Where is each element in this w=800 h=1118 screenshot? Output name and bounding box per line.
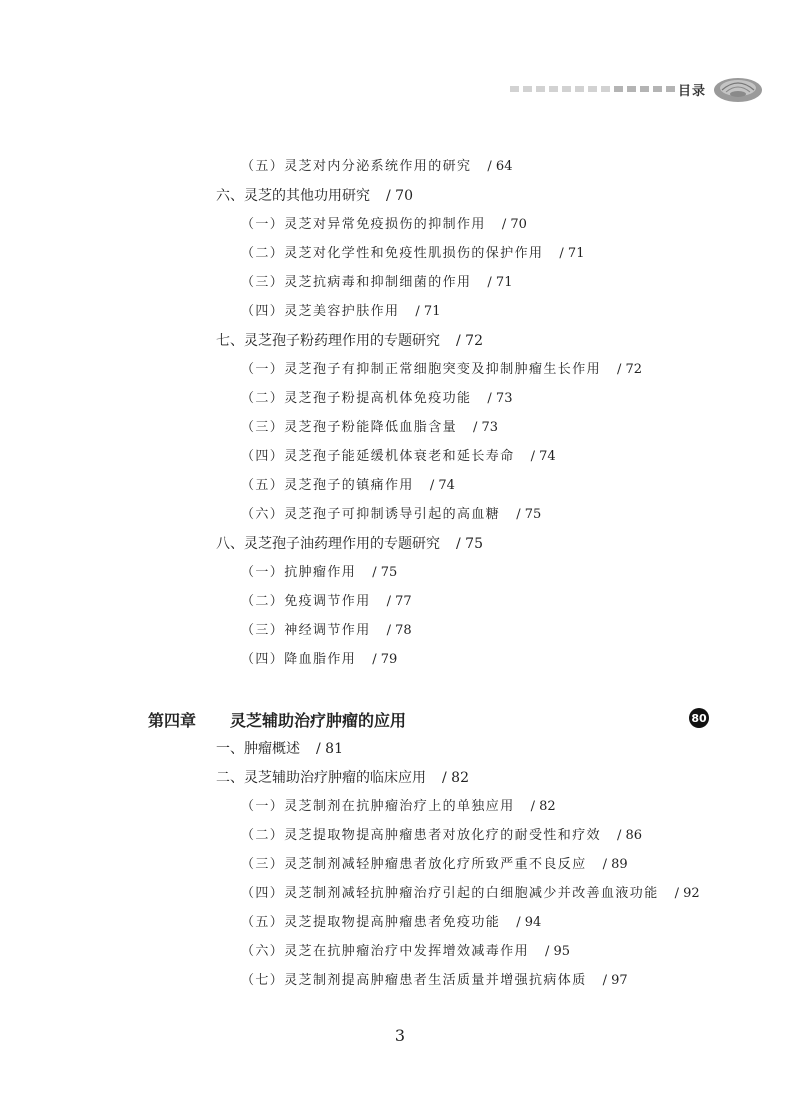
toc-entry-text: （四）灵芝孢子能延缓机体衰老和延长寿命 <box>241 449 515 464</box>
toc-entry-text: （一）灵芝对异常免疫损伤的抑制作用 <box>241 217 486 232</box>
divider <box>510 86 519 92</box>
toc-entry[interactable] <box>216 769 469 787</box>
divider <box>536 86 545 92</box>
toc-entry-page: / 73 <box>473 420 499 435</box>
toc-entry[interactable] <box>241 943 570 961</box>
divider <box>614 86 623 92</box>
toc-entry-page: / 72 <box>456 333 483 349</box>
toc-entry-page: / 78 <box>386 623 412 638</box>
toc-entry-text: （三）灵芝孢子粉能降低血脂含量 <box>241 420 458 435</box>
toc-entry-page: / 95 <box>545 944 571 959</box>
toc-entry[interactable] <box>216 740 343 758</box>
toc-entry-page: / 79 <box>372 652 398 667</box>
toc-entry-page: / 64 <box>487 159 513 174</box>
toc-entry-text: （五）灵芝孢子的镇痛作用 <box>241 478 414 493</box>
toc-entry[interactable] <box>241 158 512 176</box>
toc-entry-text: （四）降血脂作用 <box>241 652 357 667</box>
toc-entry[interactable] <box>241 216 527 234</box>
divider <box>666 86 675 92</box>
divider <box>562 86 571 92</box>
toc-entry-text: （三）灵芝制剂减轻肿瘤患者放化疗所致严重不良反应 <box>241 857 587 872</box>
toc-entry-page: / 89 <box>602 857 628 872</box>
toc-entry[interactable] <box>241 506 541 524</box>
toc-entry[interactable] <box>241 274 512 292</box>
toc-entry-page: / 75 <box>372 565 398 580</box>
toc-entry-text: （四）灵芝美容护肤作用 <box>241 304 400 319</box>
toc-entry[interactable] <box>241 303 440 321</box>
toc-entry-page: / 82 <box>530 799 556 814</box>
toc-entry-text: （一）抗肿瘤作用 <box>241 565 357 580</box>
chapter-page-badge: 80 <box>689 708 709 728</box>
toc-entry[interactable] <box>216 535 483 553</box>
toc-entry[interactable] <box>241 798 556 816</box>
toc-entry-text: （一）灵芝制剂在抗肿瘤治疗上的单独应用 <box>241 799 515 814</box>
toc-entry-text: 八、灵芝孢子油药理作用的专题研究 <box>216 536 440 552</box>
lingzhi-logo-icon <box>712 72 764 104</box>
toc-entry-text: 一、肿瘤概述 <box>216 741 300 757</box>
toc-entry[interactable] <box>241 622 412 640</box>
toc-entry-text: （五）灵芝提取物提高肿瘤患者免疫功能 <box>241 915 501 930</box>
toc-entry-page: / 75 <box>456 536 483 552</box>
toc-entry[interactable] <box>216 332 483 350</box>
toc-entry[interactable] <box>241 245 584 263</box>
toc-entry-text: （二）灵芝对化学性和免疫性肌损伤的保护作用 <box>241 246 544 261</box>
chapter-title: 灵芝辅助治疗肿瘤的应用 <box>230 711 407 730</box>
toc-entry-text: 六、灵芝的其他功用研究 <box>216 188 370 204</box>
toc-entry-page: / 70 <box>501 217 527 232</box>
toc-entry-page: / 81 <box>316 741 343 757</box>
toc-entry[interactable] <box>241 477 455 495</box>
toc-entry-text: （一）灵芝孢子有抑制正常细胞突变及抑制肿瘤生长作用 <box>241 362 602 377</box>
chapter-label: 第四章 <box>148 711 197 730</box>
toc-entry-page: / 92 <box>674 886 700 901</box>
toc-entry-text: （二）灵芝提取物提高肿瘤患者对放化疗的耐受性和疗效 <box>241 828 602 843</box>
toc-entry-page: / 86 <box>617 828 643 843</box>
toc-entry-text: （四）灵芝制剂减轻抗肿瘤治疗引起的白细胞减少并改善血液功能 <box>241 886 659 901</box>
toc-entry-text: （二）灵芝孢子粉提高机体免疫功能 <box>241 391 472 406</box>
divider <box>627 86 636 92</box>
divider <box>523 86 532 92</box>
chapter-heading[interactable] <box>148 708 708 730</box>
toc-entry[interactable] <box>241 972 628 990</box>
toc-entry-text: 七、灵芝孢子粉药理作用的专题研究 <box>216 333 440 349</box>
toc-entry-page: / 74 <box>429 478 455 493</box>
toc-entry-page: / 70 <box>386 188 413 204</box>
header-decoration-band <box>510 82 680 96</box>
divider <box>601 86 610 92</box>
toc-entry[interactable] <box>241 914 541 932</box>
divider <box>653 86 662 92</box>
toc-entry-text: （二）免疫调节作用 <box>241 594 371 609</box>
toc-entry[interactable] <box>241 593 412 611</box>
toc-entry[interactable] <box>241 361 642 379</box>
toc-entry-text: （五）灵芝对内分泌系统作用的研究 <box>241 159 472 174</box>
toc-entry[interactable] <box>241 448 556 466</box>
toc-entry-text: （三）灵芝抗病毒和抑制细菌的作用 <box>241 275 472 290</box>
toc-entry-text: （六）灵芝孢子可抑制诱导引起的高血糖 <box>241 507 501 522</box>
toc-entry-text: （三）神经调节作用 <box>241 623 371 638</box>
toc-entry-page: / 72 <box>617 362 643 377</box>
toc-entry-page: / 77 <box>386 594 412 609</box>
divider <box>575 86 584 92</box>
toc-entry-text: 二、灵芝辅助治疗肿瘤的临床应用 <box>216 770 426 786</box>
toc-entry[interactable] <box>241 390 512 408</box>
toc-entry[interactable] <box>216 187 413 205</box>
toc-entry-page: / 75 <box>516 507 542 522</box>
toc-entry-page: / 71 <box>415 304 441 319</box>
divider <box>640 86 649 92</box>
running-header-title: 目录 <box>678 84 707 99</box>
toc-entry-page: / 94 <box>516 915 542 930</box>
toc-entry-page: / 73 <box>487 391 513 406</box>
toc-entry[interactable] <box>241 564 397 582</box>
toc-entry-text: （六）灵芝在抗肿瘤治疗中发挥增效减毒作用 <box>241 944 530 959</box>
toc-entry[interactable] <box>241 827 642 845</box>
toc-entry[interactable] <box>241 856 628 874</box>
toc-entry[interactable] <box>241 419 498 437</box>
divider <box>588 86 597 92</box>
toc-entry[interactable] <box>241 885 700 903</box>
toc-entry-text: （七）灵芝制剂提高肿瘤患者生活质量并增强抗病体质 <box>241 973 587 988</box>
toc-entry-page: / 71 <box>559 246 585 261</box>
toc-entry-page: / 97 <box>602 973 628 988</box>
divider <box>549 86 558 92</box>
page-number: 3 <box>394 1026 406 1045</box>
toc-entry[interactable] <box>241 651 397 669</box>
toc-entry-page: / 71 <box>487 275 513 290</box>
toc-entry-page: / 74 <box>530 449 556 464</box>
toc-entry-page: / 82 <box>442 770 469 786</box>
